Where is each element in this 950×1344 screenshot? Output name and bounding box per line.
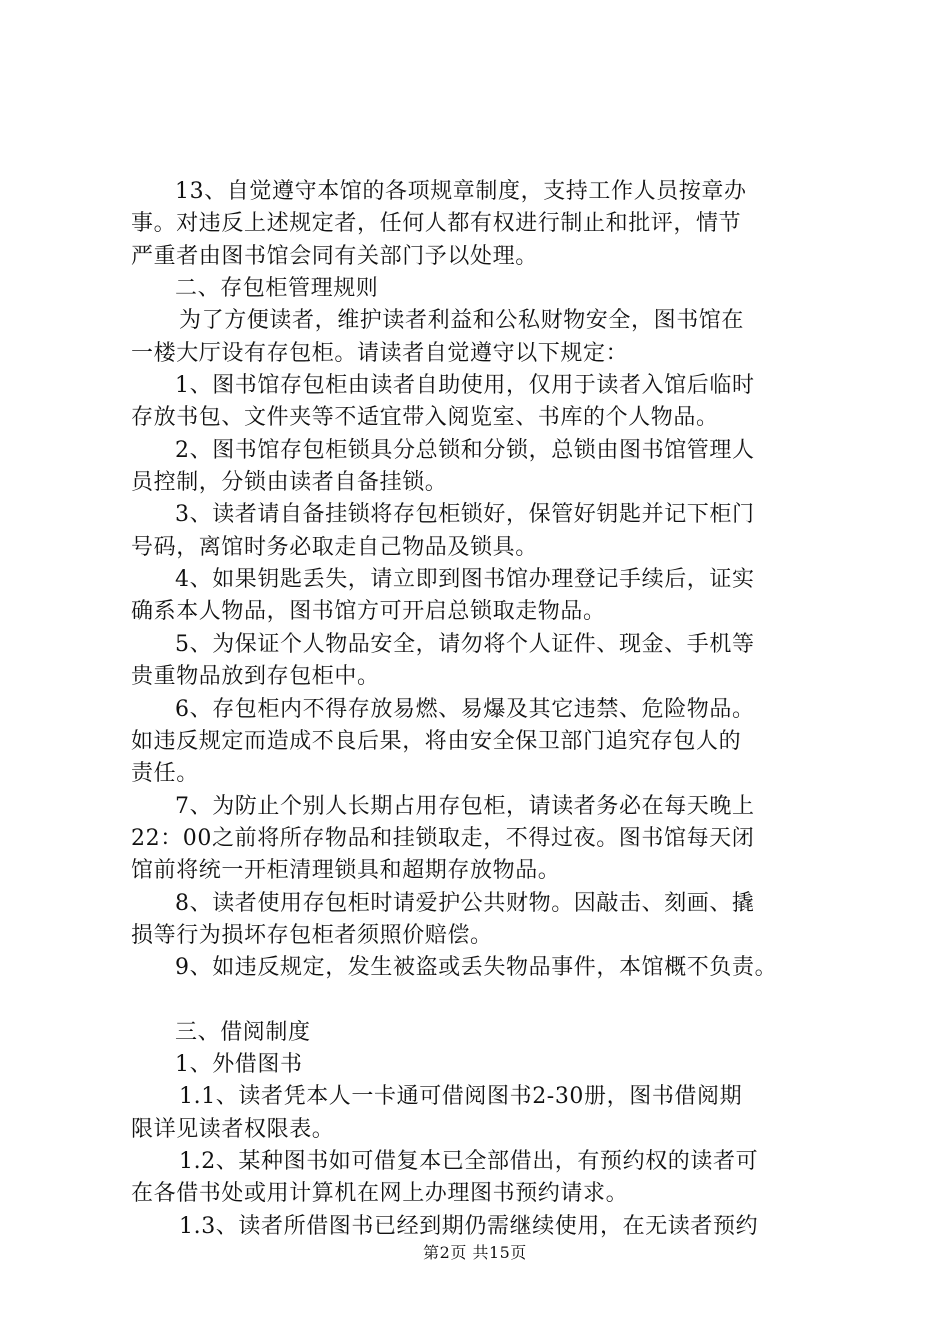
paragraph-line: 3、读者请自备挂锁将存包柜锁好，保管好钥匙并记下柜门 <box>175 502 755 528</box>
subsection-heading: 1、外借图书 <box>175 1051 303 1077</box>
paragraph-line: 事。对违反上述规定者，任何人都有权进行制止和批评，情节 <box>131 211 742 237</box>
document-body <box>131 176 851 1243</box>
section-heading: 二、存包柜管理规则 <box>175 276 379 302</box>
paragraph-line: 确系本人物品，图书馆方可开启总锁取走物品。 <box>131 599 606 625</box>
paragraph-line: 存放书包、文件夹等不适宜带入阅览室、书库的个人物品。 <box>131 405 719 431</box>
paragraph-line: 损等行为损坏存包柜者须照价赔偿。 <box>131 922 493 948</box>
section-heading: 三、借阅制度 <box>175 1019 311 1045</box>
paragraph-line: 6、存包柜内不得存放易燃、易爆及其它违禁、危险物品。 <box>175 696 755 722</box>
paragraph-line: 一楼大厅设有存包柜。请读者自觉遵守以下规定： <box>131 340 629 366</box>
paragraph-line: 号码，离馆时务必取走自己物品及锁具。 <box>131 534 538 560</box>
paragraph-line: 在各借书处或用计算机在网上办理图书预约请求。 <box>131 1181 629 1207</box>
paragraph-line: 7、为防止个别人长期占用存包柜，请读者务必在每天晚上 <box>175 793 755 819</box>
paragraph-line: 4、如果钥匙丢失，请立即到图书馆办理登记手续后，证实 <box>175 567 755 593</box>
paragraph-line: 员控制，分锁由读者自备挂锁。 <box>131 470 448 496</box>
paragraph-line: 1.1、读者凭本人一卡通可借阅图书2-30册，图书借阅期 <box>179 1084 743 1110</box>
paragraph-line: 22：00之前将所存物品和挂锁取走，不得过夜。图书馆每天闭 <box>131 825 755 851</box>
paragraph-line: 13、自觉遵守本馆的各项规章制度，支持工作人员按章办 <box>175 179 747 204</box>
paragraph-line: 为了方便读者，维护读者利益和公私财物安全，图书馆在 <box>179 308 745 334</box>
paragraph-line: 1.2、某种图书如可借复本已全部借出，有预约权的读者可 <box>179 1148 759 1174</box>
paragraph-line: 2、图书馆存包柜锁具分总锁和分锁，总锁由图书馆管理人 <box>175 437 755 463</box>
paragraph-line: 限详见读者权限表。 <box>131 1116 335 1142</box>
blank-line <box>131 985 851 1017</box>
paragraph-line: 馆前将统一开柜清理锁具和超期存放物品。 <box>131 858 561 884</box>
paragraph-line: 8、读者使用存包柜时请爱护公共财物。因敲击、刻画、撬 <box>175 890 755 916</box>
paragraph-line: 9、如违反规定，发生被盗或丢失物品事件，本馆概不负责。 <box>175 955 778 981</box>
paragraph-line: 5、为保证个人物品安全，请勿将个人证件、现金、手机等 <box>175 631 755 657</box>
paragraph-line: 贵重物品放到存包柜中。 <box>131 664 380 690</box>
paragraph-line: 严重者由图书馆会同有关部门予以处理。 <box>131 243 538 269</box>
page-number-footer: 第2页 共15页 <box>423 1243 527 1262</box>
paragraph-line: 责任。 <box>131 761 199 787</box>
paragraph-line: 1.3、读者所借图书已经到期仍需继续使用，在无读者预约 <box>179 1213 759 1239</box>
paragraph-line: 1、图书馆存包柜由读者自助使用，仅用于读者入馆后临时 <box>175 373 755 399</box>
paragraph-line: 如违反规定而造成不良后果，将由安全保卫部门追究存包人的 <box>131 728 742 754</box>
